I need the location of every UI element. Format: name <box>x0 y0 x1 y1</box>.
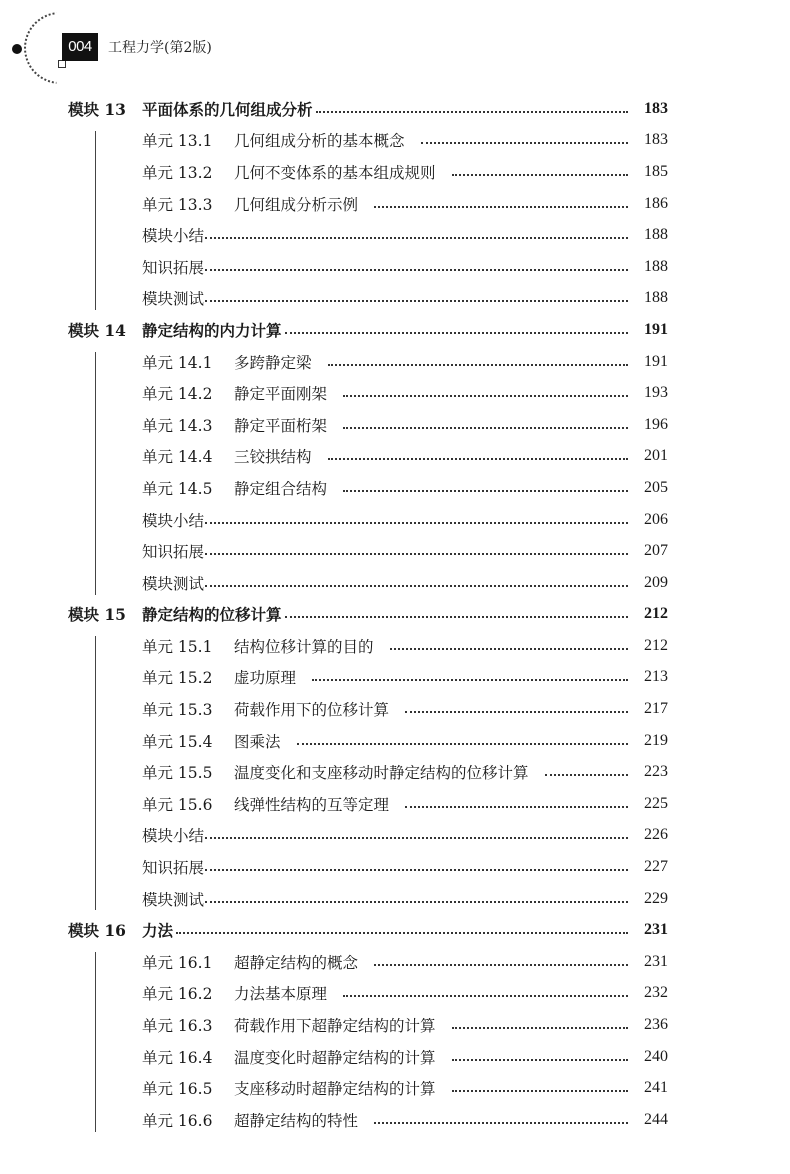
dot-leader <box>452 1059 628 1061</box>
unit-page: 225 <box>644 794 668 812</box>
page-number: 004 <box>62 33 98 61</box>
unit-page: 212 <box>644 636 668 654</box>
unit-page: 191 <box>644 352 668 370</box>
toc-unit-entry[interactable] <box>0 441 668 473</box>
unit-number: 单元 14.3 <box>142 416 213 435</box>
toc-unit-entry[interactable] <box>0 1041 668 1073</box>
toc-unit-entry[interactable] <box>0 788 668 820</box>
module-page: 191 <box>644 320 668 338</box>
unit-page: 186 <box>644 194 668 212</box>
toc-module <box>0 314 790 598</box>
unit-title: 温度变化时超静定结构的计算 <box>234 1048 436 1067</box>
unit-page: 183 <box>644 131 668 149</box>
dot-leader <box>374 964 628 966</box>
unit-title: 超静定结构的概念 <box>234 953 359 972</box>
toc-extra-entry[interactable] <box>0 504 668 536</box>
unit-title: 静定平面刚架 <box>234 385 328 404</box>
toc-unit-entry[interactable] <box>0 125 668 157</box>
unit-page: 193 <box>644 384 668 402</box>
module-number: 模块 14 <box>68 320 126 340</box>
dot-leader <box>205 237 628 239</box>
toc-extra-entry[interactable] <box>0 535 668 567</box>
unit-title: 结构位移计算的目的 <box>234 637 374 656</box>
extra-page: 226 <box>644 826 668 844</box>
module-number: 模块 15 <box>68 605 126 625</box>
unit-title: 荷载作用下的位移计算 <box>234 701 390 720</box>
dot-leader <box>316 111 628 113</box>
table-of-contents <box>0 93 790 1136</box>
unit-number: 单元 16.6 <box>142 1111 213 1130</box>
module-title: 静定结构的内力计算 <box>142 320 282 340</box>
module-page: 231 <box>644 921 668 939</box>
dot-leader <box>285 616 628 618</box>
toc-unit-entry[interactable] <box>0 946 668 978</box>
dot-leader <box>297 743 628 745</box>
extra-title: 模块测试 <box>142 890 205 909</box>
unit-number: 单元 16.3 <box>142 1017 213 1036</box>
unit-title: 几何不变体系的基本组成规则 <box>234 163 436 182</box>
unit-number: 单元 14.2 <box>142 385 213 404</box>
toc-unit-entry[interactable] <box>0 1009 668 1041</box>
module-page: 212 <box>644 605 668 623</box>
toc-unit-entry[interactable] <box>0 725 668 757</box>
unit-number: 单元 13.2 <box>142 163 213 182</box>
extra-title: 知识拓展 <box>142 859 205 878</box>
module-title: 平面体系的几何组成分析 <box>142 99 313 119</box>
toc-unit-entry[interactable] <box>0 630 668 662</box>
unit-title: 多跨静定梁 <box>234 353 312 372</box>
unit-number: 单元 15.2 <box>142 669 213 688</box>
extra-page: 188 <box>644 226 668 244</box>
unit-number: 单元 14.5 <box>142 479 213 498</box>
unit-title: 超静定结构的特性 <box>234 1111 359 1130</box>
module-title: 力法 <box>142 921 174 941</box>
dot-leader <box>328 458 628 460</box>
toc-unit-entry[interactable] <box>0 693 668 725</box>
unit-title: 支座移动时超静定结构的计算 <box>234 1080 436 1099</box>
dot-leader <box>343 490 628 492</box>
extra-title: 模块测试 <box>142 574 205 593</box>
unit-page: 201 <box>644 447 668 465</box>
dot-leader <box>205 901 628 903</box>
header-square-marker <box>58 60 66 68</box>
toc-module <box>0 93 790 314</box>
extra-page: 229 <box>644 889 668 907</box>
extra-title: 模块测试 <box>142 290 205 309</box>
toc-module-entry[interactable] <box>0 599 668 631</box>
dot-leader <box>176 932 628 934</box>
unit-number: 单元 15.3 <box>142 701 213 720</box>
extra-title: 模块小结 <box>142 827 205 846</box>
extra-page: 188 <box>644 257 668 275</box>
dot-leader <box>205 869 628 871</box>
unit-number: 单元 16.4 <box>142 1048 213 1067</box>
dot-leader <box>405 711 628 713</box>
unit-title: 几何组成分析的基本概念 <box>234 132 405 151</box>
dot-leader <box>205 553 628 555</box>
unit-page: 205 <box>644 478 668 496</box>
toc-module <box>0 599 790 915</box>
unit-number: 单元 15.5 <box>142 764 213 783</box>
book-title: 工程力学(第2版) <box>108 40 212 56</box>
dot-leader <box>205 837 628 839</box>
unit-page: 223 <box>644 763 668 781</box>
extra-page: 227 <box>644 858 668 876</box>
unit-page: 231 <box>644 952 668 970</box>
toc-unit-entry[interactable] <box>0 188 668 220</box>
dot-leader <box>205 300 628 302</box>
unit-page: 240 <box>644 1047 668 1065</box>
toc-extra-entry[interactable] <box>0 567 668 599</box>
unit-page: 217 <box>644 700 668 718</box>
extra-title: 模块小结 <box>142 227 205 246</box>
unit-title: 静定平面桁架 <box>234 416 328 435</box>
toc-unit-entry[interactable] <box>0 1104 668 1136</box>
extra-page: 209 <box>644 573 668 591</box>
dot-leader <box>421 142 628 144</box>
unit-number: 单元 15.4 <box>142 732 213 751</box>
unit-number: 单元 13.1 <box>142 132 213 151</box>
unit-number: 单元 14.1 <box>142 353 213 372</box>
unit-title: 温度变化和支座移动时静定结构的位移计算 <box>234 764 529 783</box>
unit-number: 单元 16.5 <box>142 1080 213 1099</box>
toc-unit-entry[interactable] <box>0 156 668 188</box>
extra-title: 知识拓展 <box>142 258 205 277</box>
unit-page: 236 <box>644 1016 668 1034</box>
unit-number: 单元 15.1 <box>142 637 213 656</box>
extra-page: 188 <box>644 289 668 307</box>
unit-title: 图乘法 <box>234 732 281 751</box>
header-bullet-dot <box>12 44 22 54</box>
dot-leader <box>374 1122 628 1124</box>
unit-page: 244 <box>644 1110 668 1128</box>
module-title: 静定结构的位移计算 <box>142 605 282 625</box>
unit-page: 219 <box>644 731 668 749</box>
extra-page: 206 <box>644 510 668 528</box>
unit-title: 几何组成分析示例 <box>234 195 359 214</box>
unit-number: 单元 13.3 <box>142 195 213 214</box>
toc-unit-entry[interactable] <box>0 377 668 409</box>
toc-module-entry[interactable] <box>0 93 668 125</box>
toc-extra-entry[interactable] <box>0 820 668 852</box>
dot-leader <box>205 522 628 524</box>
toc-module-entry[interactable] <box>0 914 668 946</box>
unit-number: 单元 15.6 <box>142 795 213 814</box>
unit-title: 静定组合结构 <box>234 479 328 498</box>
unit-page: 232 <box>644 984 668 1002</box>
toc-unit-entry[interactable] <box>0 978 668 1010</box>
extra-page: 207 <box>644 542 668 560</box>
unit-title: 线弹性结构的互等定理 <box>234 795 390 814</box>
extra-title: 模块小结 <box>142 511 205 530</box>
toc-extra-entry[interactable] <box>0 219 668 251</box>
unit-page: 213 <box>644 668 668 686</box>
dot-leader <box>328 364 628 366</box>
dot-leader <box>405 806 628 808</box>
unit-page: 185 <box>644 162 668 180</box>
dot-leader <box>343 995 628 997</box>
module-number: 模块 13 <box>68 99 126 119</box>
unit-title: 三铰拱结构 <box>234 448 312 467</box>
unit-title: 荷载作用下超静定结构的计算 <box>234 1017 436 1036</box>
dot-leader <box>374 206 628 208</box>
module-page: 183 <box>644 99 668 117</box>
dot-leader <box>312 679 628 681</box>
toc-extra-entry[interactable] <box>0 283 668 315</box>
dot-leader <box>452 1027 628 1029</box>
toc-extra-entry[interactable] <box>0 251 668 283</box>
dot-leader <box>205 585 628 587</box>
dot-leader <box>452 174 628 176</box>
dot-leader <box>545 774 628 776</box>
toc-module-entry[interactable] <box>0 314 668 346</box>
module-number: 模块 16 <box>68 921 126 941</box>
unit-number: 单元 14.4 <box>142 448 213 467</box>
unit-number: 单元 16.1 <box>142 953 213 972</box>
toc-unit-entry[interactable] <box>0 756 668 788</box>
toc-extra-entry[interactable] <box>0 851 668 883</box>
unit-title: 力法基本原理 <box>234 985 328 1004</box>
toc-unit-entry[interactable] <box>0 409 668 441</box>
dot-leader <box>343 427 628 429</box>
unit-title: 虚功原理 <box>234 669 297 688</box>
toc-unit-entry[interactable] <box>0 662 668 694</box>
unit-page: 196 <box>644 415 668 433</box>
dot-leader <box>205 269 628 271</box>
unit-page: 241 <box>644 1079 668 1097</box>
unit-number: 单元 16.2 <box>142 985 213 1004</box>
dot-leader <box>285 332 628 334</box>
extra-title: 知识拓展 <box>142 543 205 562</box>
dot-leader <box>343 395 628 397</box>
dot-leader <box>390 648 628 650</box>
toc-unit-entry[interactable] <box>0 1072 668 1104</box>
toc-unit-entry[interactable] <box>0 346 668 378</box>
toc-unit-entry[interactable] <box>0 472 668 504</box>
dot-leader <box>452 1090 628 1092</box>
toc-module <box>0 914 790 1135</box>
toc-extra-entry[interactable] <box>0 883 668 915</box>
